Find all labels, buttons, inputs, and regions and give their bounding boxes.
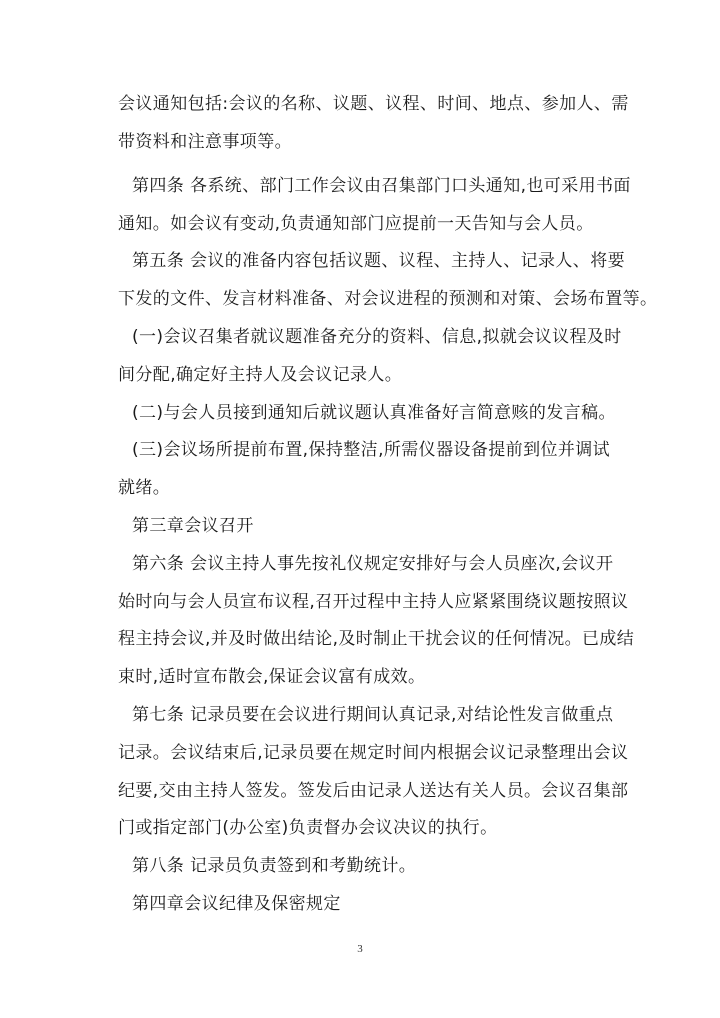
text-line: 带资料和注意事项等。 [118,132,292,152]
text-line: 第四条 各系统、部门工作会议由召集部门口头通知,也可采用书面 [132,176,631,196]
text-line: 门或指定部门(办公室)负责督办会议决议的执行。 [118,818,498,838]
text-line: 第六条 会议主持人事先按礼仪规定安排好与会人员座次,会议开 [132,554,614,574]
chapter-heading: 第四章会议纪律及保密规定 [132,894,341,914]
text-line: 纪要,交由主持人签发。签发后由记录人送达有关人员。会议召集部 [118,781,629,801]
text-line: 记录。会议结束后,记录员要在规定时间内根据会议记录整理出会议 [118,743,629,763]
text-line: (二)与会人员接到通知后就议题认真准备好言简意赅的发言稿。 [132,403,616,423]
text-line: 第七条 记录员要在会议进行期间认真记录,对结论性发言做重点 [132,705,614,725]
text-line: (三)会议场所提前布置,保持整洁,所需仪器设备提前到位并调试 [132,440,611,460]
text-line: 下发的文件、发言材料准备、对会议进程的预测和对策、会场布置等。 [118,289,658,309]
text-line: 始时向与会人员宣布议程,召开过程中主持人应紧紧围绕议题按照议 [118,592,629,612]
text-line: 第八条 记录员负责签到和考勤统计。 [132,856,417,876]
text-line: 通知。如会议有变动,负责通知部门应提前一天告知与会人员。 [118,214,594,234]
text-line: 会议通知包括:会议的名称、议题、议程、时间、地点、参加人、需 [118,94,629,114]
text-line: 间分配,确定好主持人及会议记录人。 [118,365,403,385]
text-line: 就绪。 [118,478,171,498]
page-number: 3 [357,943,363,955]
text-line: 第五条 会议的准备内容包括议题、议程、主持人、记录人、将要 [132,251,626,271]
text-line: (一)会议召集者就议题准备充分的资料、信息,拟就会议议程及时 [132,327,622,347]
chapter-heading: 第三章会议召开 [132,516,254,536]
text-line: 束时,适时宣布散会,保证会议富有成效。 [118,667,426,687]
text-line: 程主持会议,并及时做出结论,及时制止干扰会议的任何情况。已成结 [118,629,635,649]
